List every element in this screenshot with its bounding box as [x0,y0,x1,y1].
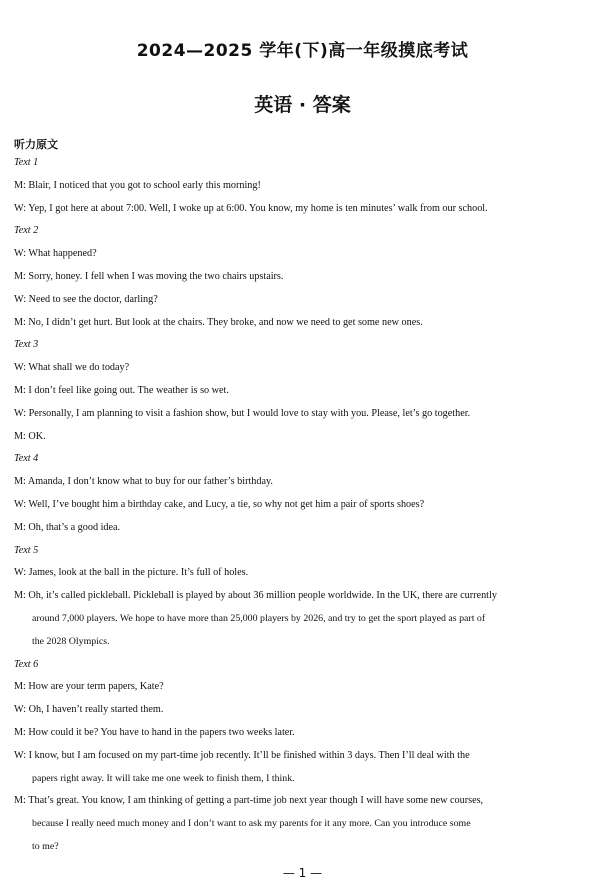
dialogue-line: W: I know, but I am focused on my part-time job recently. It’ll be finished within 3 days. Then I’ll deal with the [14,749,470,761]
section-title: 听力原文 [14,138,58,151]
dialogue-line: M: Blair, I noticed that you got to school early this morning! [14,179,261,191]
dialogue-line: W: Personally, I am planning to visit a fashion show, but I would love to stay with you. Please, let’s go together. [14,407,471,419]
text-label: Text 4 [14,453,39,465]
page-number: — 1 — [282,866,323,880]
dialogue-line-continued: to me? [32,840,59,852]
text-label: Text 3 [14,339,39,351]
dialogue-line: W: James, look at the ball in the picture. It’s full of holes. [14,567,249,579]
dialogue-line-continued: the 2028 Olympics. [32,635,110,647]
text-label: Text 6 [14,658,39,670]
dialogue-line-continued: because I really need much money and I don’t want to ask my parents for it any more. Can you introduce some [32,818,471,830]
text-label: Text 5 [14,544,39,556]
dialogue-line: M: OK. [14,430,46,442]
dialogue-line: M: How could it be? You have to hand in the papers two weeks later. [14,726,295,738]
dialogue-line: W: Well, I’ve bought him a birthday cake, and Lucy, a tie, so why not get him a pair of sports shoes? [14,498,425,510]
dialogue-line: W: What happened? [14,248,97,260]
answer-subtitle: 英语 · 答案 [254,94,351,116]
dialogue-line: W: Yep, I got here at about 7:00. Well, I woke up at 6:00. You know, my home is ten minutes’ walk from our school. [14,202,488,214]
dialogue-line: M: How are your term papers, Kate? [14,681,164,693]
text-label: Text 2 [14,225,39,237]
dialogue-line: M: No, I didn’t get hurt. But look at the chairs. They broke, and now we need to get some new ones. [14,316,423,328]
text-label: Text 1 [14,157,39,168]
dialogue-line-continued: papers right away. It will take me one week to finish them, I think. [32,772,295,784]
dialogue-line: W: Need to see the doctor, darling? [14,293,158,305]
dialogue-line: W: What shall we do today? [14,362,130,374]
dialogue-line: W: Oh, I haven’t really started them. [14,704,164,716]
dialogue-line: M: Oh, that’s a good idea. [14,521,121,533]
dialogue-line: M: Oh, it’s called pickleball. Pickleball is played by about 36 million people worldwide. In the UK, there are currently [14,590,497,602]
exam-title: 2024—2025 学年(下)高一年级摸底考试 [136,41,469,61]
dialogue-line: M: Sorry, honey. I fell when I was moving the two chairs upstairs. [14,270,284,282]
dialogue-line: M: That’s great. You know, I am thinking of getting a part-time job next year though I will have some new courses, [14,795,484,807]
dialogue-line: M: Amanda, I don’t know what to buy for our father’s birthday. [14,476,273,488]
dialogue-line: M: I don’t feel like going out. The weather is so wet. [14,384,229,396]
dialogue-line-continued: around 7,000 players. We hope to have more than 25,000 players by 2026, and try to get the sport played as part of [32,612,486,624]
transcript-body [14,152,592,859]
